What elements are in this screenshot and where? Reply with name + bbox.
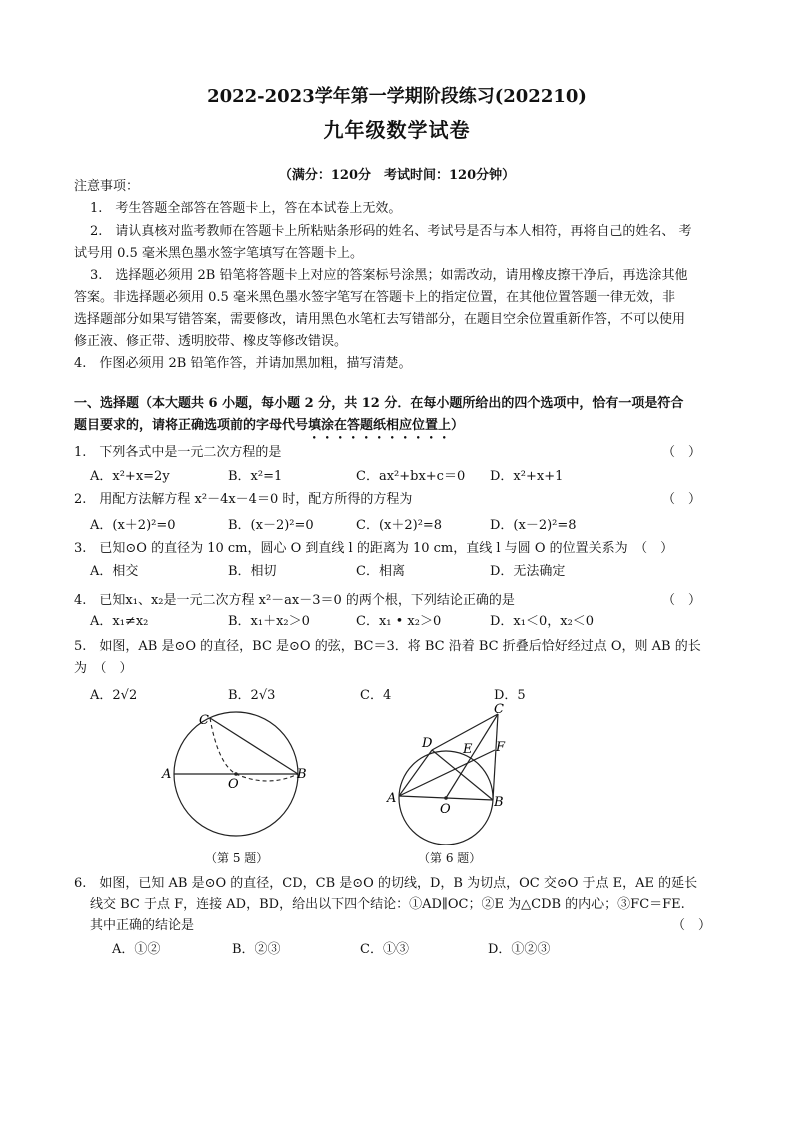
q4-option-c: C．x₁ • x₂＞0 — [356, 614, 442, 629]
q1-option-b: B．x²=1 — [228, 469, 283, 484]
q6-option-b: B．②③ — [232, 942, 281, 957]
notice-heading: 注意事项： — [74, 179, 140, 194]
q5-option-b: B．2√3 — [228, 688, 276, 703]
q3-option-d: D．无法确定 — [490, 564, 566, 579]
notice-line-1: 1. 考生答题全部答在答题卡上，答在本试卷上无效。 — [90, 201, 402, 216]
figure-6 — [380, 700, 530, 845]
q4-stem: 4. 已知x₁、x₂是一元二次方程 x²－ax－3＝0 的两个根，下列结论正确的是 — [74, 593, 515, 608]
fig6-label-e: E — [463, 742, 473, 757]
fig6-center-dot — [444, 796, 448, 800]
exam-title: 2022-2023学年第一学期阶段练习(202210) — [207, 86, 587, 107]
q5-stem-line2: 为 （ ） — [74, 661, 133, 676]
fig6-label-a: A — [387, 791, 397, 806]
q4-bracket: （ ） — [662, 593, 702, 608]
q2-option-b: B．(x－2)²=0 — [228, 518, 314, 533]
notice-line-2a: 2. 请认真核对监考教师在答题卡上所粘贴条形码的姓名、考试号是否与本人相符，再将自己的姓名、 考 — [90, 224, 692, 239]
q3-option-a: A．相交 — [90, 564, 139, 579]
fig5-chord-bc — [210, 718, 298, 774]
q5-option-a: A．2√2 — [90, 688, 138, 703]
q1-option-c: C．ax²+bx+c＝0 — [356, 469, 466, 484]
q5-stem-line1: 5. 如图，AB 是⊙O 的直径，BC 是⊙O 的弦，BC＝3．将 BC 沿着 BC 折叠后恰好经过点 O，则 AB 的长 — [74, 639, 701, 654]
q1-stem: 1. 下列各式中是一元二次方程的是 — [74, 445, 282, 460]
q6-option-d: D．①②③ — [488, 942, 551, 957]
q2-option-a: A．(x＋2)²=0 — [90, 518, 176, 533]
section1-line2a: 题目要求的，请将正确选项前的字母代号 — [74, 418, 309, 433]
fig6-label-f: F — [496, 740, 506, 755]
fig6-tangent-cb — [493, 714, 498, 800]
q5-option-d: D．5 — [494, 688, 526, 703]
fig6-caption: （第 6 题） — [418, 851, 482, 865]
fig5-label-o: O — [228, 777, 239, 792]
q1-option-a: A．x²+x=2y — [90, 469, 170, 484]
notice-line-3a: 3. 选择题必须用 2B 铅笔将答题卡上对应的答案标号涂黑；如需改动，请用橡皮擦干净后，再选涂其他 — [90, 268, 688, 283]
q6-stem-line3: 其中正确的结论是 — [90, 918, 195, 933]
section1-line1: 一、选择题（本大题共 6 小题，每小题 2 分，共 12 分．在每小题所给出的四个选项中，恰有一项是符合 — [74, 396, 684, 411]
fig5-label-b: B — [297, 767, 307, 782]
fig5-caption: （第 5 题） — [205, 851, 269, 865]
q1-option-d: D．x²+x+1 — [490, 469, 564, 484]
q2-stem: 2. 用配方法解方程 x²－4x－4＝0 时，配方所得的方程为 — [74, 492, 413, 507]
notice-line-3b: 答案。非选择题必须用 0.5 毫米黑色墨水签字笔写在答题卡上的指定位置，在其他位置答题一律无效，非 — [74, 290, 675, 305]
section1-line2 — [74, 415, 464, 442]
fig6-segment-ad — [399, 750, 432, 796]
q6-stem-line2: 线交 BC 于点 F，连接 AD，BD，给出以下四个结论：①AD∥OC；②E 为△CDB 的内心；③FC＝FE. — [90, 897, 685, 912]
q2-option-c: C．(x＋2)²=8 — [356, 518, 443, 533]
q3-option-c: C．相离 — [356, 564, 405, 579]
fig5-label-a: A — [162, 767, 172, 782]
figure-5 — [160, 706, 320, 841]
fig6-segment-bd — [432, 750, 493, 800]
notice-line-3d: 修正液、修正带、透明胶带、橡皮等修改错误。 — [74, 334, 348, 349]
q6-bracket: （ ） — [672, 918, 712, 933]
fig5-center-dot — [234, 772, 238, 776]
q2-option-d: D．(x－2)²=8 — [490, 518, 577, 533]
q6-option-c: C．①③ — [360, 942, 409, 957]
exam-info: （满分：120分 考试时间：120分钟） — [278, 168, 516, 183]
q6-stem-line1: 6. 如图，已知 AB 是⊙O 的直径，CD，CB 是⊙O 的切线，D，B 为切点，OC 交⊙O 于点 E，AE 的延长 — [74, 876, 698, 891]
section1-line2b: 填涂在答题纸相应位置上 — [308, 418, 452, 433]
q6-option-a: A．①② — [112, 942, 161, 957]
q2-bracket: （ ） — [662, 492, 702, 507]
fig5-folded-arc — [210, 718, 298, 781]
fig6-label-d: D — [422, 736, 433, 751]
notice-line-3c: 选择题部分如果写错答案，需要修改，请用黑色水笔杠去写错部分，在题目空余位置重新作答，不可以使用 — [74, 312, 686, 327]
q4-option-d: D．x₁＜0，x₂＜0 — [490, 614, 595, 629]
q4-option-a: A．x₁≠x₂ — [90, 614, 149, 629]
section1-line2c: ） — [451, 418, 465, 433]
fig5-label-c: C — [199, 713, 209, 728]
notice-line-4: 4. 作图必须用 2B 铅笔作答，并请加黑加粗，描写清楚。 — [74, 356, 412, 371]
fig6-label-c: C — [494, 702, 504, 717]
q1-bracket: （ ） — [662, 445, 702, 460]
fig6-label-b: B — [494, 795, 504, 810]
q4-option-b: B．x₁＋x₂＞0 — [228, 614, 310, 629]
q3-option-b: B．相切 — [228, 564, 277, 579]
exam-subtitle: 九年级数学试卷 — [323, 118, 471, 142]
q3-stem: 3. 已知⊙O 的直径为 10 cm，圆心 O 到直线 l 的距离为 10 cm，直线 l 与圆 O 的位置关系为 （ ） — [74, 541, 674, 556]
q5-option-c: C．4 — [360, 688, 392, 703]
notice-line-2b: 试号用 0.5 毫米黑色墨水签字笔填写在答题卡上。 — [74, 246, 363, 261]
fig6-label-o: O — [440, 802, 451, 817]
